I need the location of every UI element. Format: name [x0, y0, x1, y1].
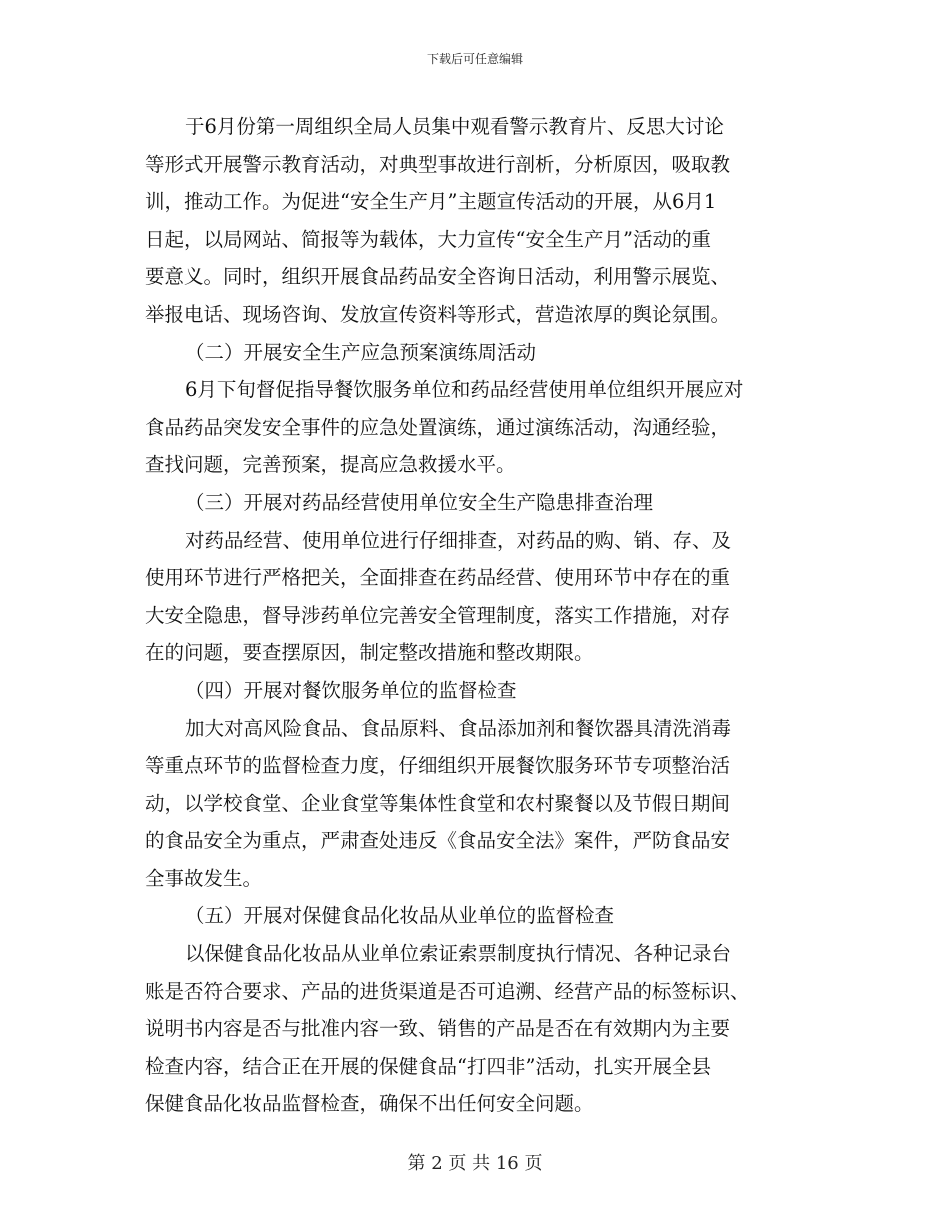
- paragraph-line: 6月下旬督促指导餐饮服务单位和药品经营使用单位组织开展应对: [185, 378, 744, 402]
- paragraph-line: 加大对高风险食品、食品原料、食品添加剂和餐饮器具清洗消毒: [185, 716, 732, 740]
- paragraph-line: 于6月份第一周组织全局人员集中观看警示教育片、反思大讨论: [185, 115, 724, 138]
- page-header: 下载后可任意编辑: [426, 52, 523, 66]
- paragraph-line: 等重点环节的监督检查力度，仔细组织开展餐饮服务环节专项整治活: [145, 754, 731, 778]
- paragraph-line: 举报电话、现场咨询、发放宣传资料等形式，营造浓厚的舆论氛围。: [145, 302, 731, 326]
- section-heading: （三）开展对药品经营使用单位安全生产隐患排查治理: [185, 490, 654, 514]
- paragraph-line: 等形式开展警示教育活动，对典型事故进行剖析，分析原因，吸取教: [145, 152, 731, 176]
- section-heading: （五）开展对保健食品化妆品从业单位的监督检查: [185, 904, 615, 928]
- document-body: [145, 108, 815, 1123]
- paragraph-line: 要意义。同时，组织开展食品药品安全咨询日活动，利用警示展览、: [145, 265, 731, 289]
- paragraph-line: 说明书内容是否与批准内容一致、销售的产品是否在有效期内为主要: [145, 1017, 731, 1041]
- paragraph-line: 账是否符合要求、产品的进货渠道是否可追溯、经营产品的标签标识、: [145, 979, 750, 1003]
- paragraph-line: 查找问题，完善预案，提高应急救援水平。: [145, 453, 516, 477]
- paragraph-line: 食品药品突发安全事件的应急处置演练，通过演练活动，沟通经验，: [145, 415, 731, 439]
- section-heading: （四）开展对餐饮服务单位的监督检查: [185, 678, 517, 702]
- paragraph-line: 对药品经营、使用单位进行仔细排查，对药品的购、销、存、及: [185, 528, 732, 552]
- section-heading: （二）开展安全生产应急预案演练周活动: [185, 340, 537, 364]
- page-footer: 第 2 页 共 16 页: [407, 1153, 543, 1174]
- paragraph-line: 的食品安全为重点，严肃查处违反《食品安全法》案件，严防食品安: [145, 829, 731, 853]
- paragraph-line: 在的问题，要查摆原因，制定整改措施和整改期限。: [145, 641, 594, 665]
- paragraph-line: 大安全隐患，督导涉药单位完善安全管理制度，落实工作措施，对存: [145, 603, 731, 627]
- paragraph-line: 检查内容，结合正在开展的保健食品“打四非”活动，扎实开展全县: [145, 1054, 711, 1078]
- paragraph-line: 训，推动工作。为促进“安全生产月”主题宣传活动的开展，从6月1: [145, 190, 717, 214]
- paragraph-line: 日起，以局网站、简报等为载体，大力宣传“安全生产月”活动的重: [145, 227, 711, 251]
- paragraph-line: 动，以学校食堂、企业食堂等集体性食堂和农村聚餐以及节假日期间: [145, 791, 731, 815]
- paragraph-line: 以保健食品化妆品从业单位索证索票制度执行情况、各种记录台: [185, 942, 732, 966]
- paragraph-line: 使用环节进行严格把关，全面排查在药品经营、使用环节中存在的重: [145, 566, 731, 590]
- paragraph-line: 保健食品化妆品监督检查，确保不出任何安全问题。: [145, 1092, 594, 1116]
- paragraph-line: 全事故发生。: [145, 866, 263, 890]
